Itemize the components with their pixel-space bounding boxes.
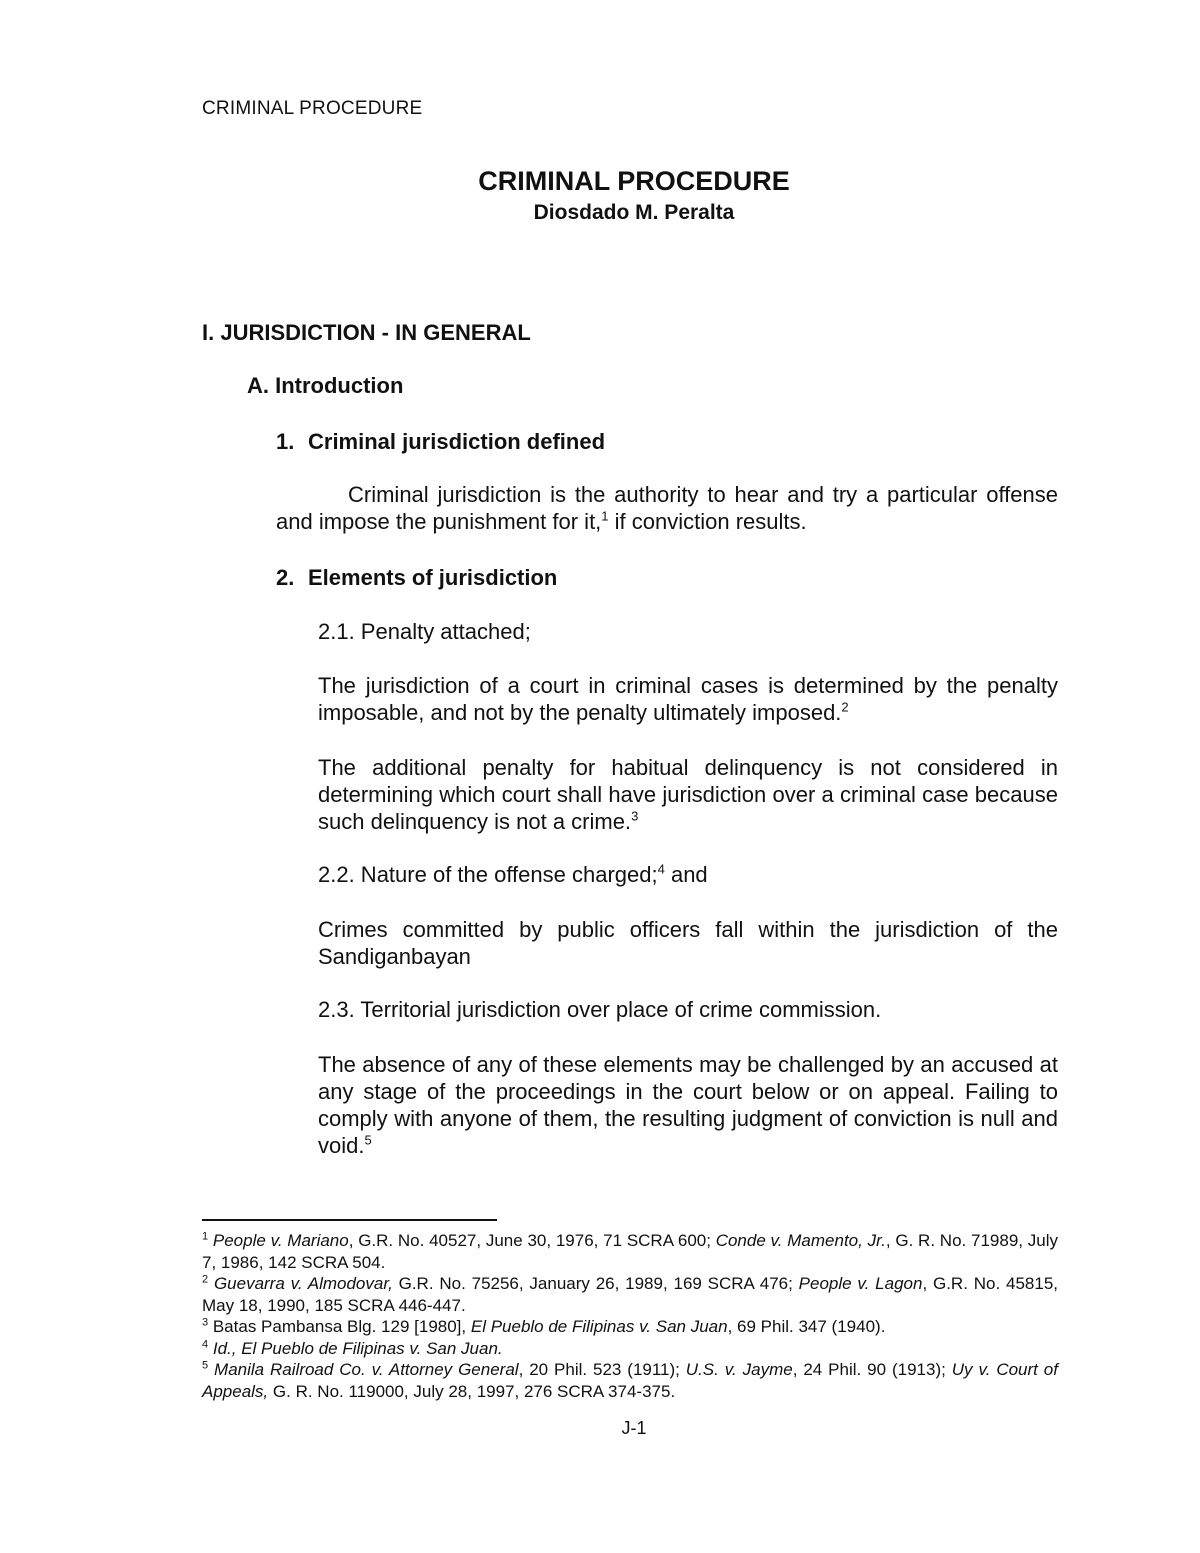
element-item-2-1: 2.1. Penalty attached;	[318, 619, 531, 644]
definition-paragraph: Criminal jurisdiction is the authority to hear and try a particular offense and impose the punishment for it,$^1$ if conviction results.	[276, 482, 1058, 534]
footnote-5: $^5$ Manila Railroad Co. v. Attorney General, 20 Phil. 523 (1911); U.S. v. Jayme, 24 Phil. 90 (1913); Uy v. Court of Appeals, G. R. No. 119000, July 28, 1997, 276 SCRA 374-375.	[202, 1359, 1058, 1401]
penalty-paragraph-2: The additional penalty for habitual delinquency is not considered in determining which court shall have jurisdiction over a criminal case because such delinquency is not a crime.$^3$	[318, 755, 1058, 834]
section-heading: I. JURISDICTION - IN GENERAL	[202, 320, 531, 345]
element-item-2-3: 2.3. Territorial jurisdiction over place of crime commission.	[318, 997, 882, 1022]
subsection-heading: A. Introduction	[247, 373, 404, 398]
closing-paragraph: The absence of any of these elements may be challenged by an accused at any stage of the proceedings in the court below or on appeal. Failing to comply with anyone of them, the resulting judgment of conviction is null and void.$^5$	[318, 1052, 1058, 1158]
footnote-ref-5[interactable]: 5	[364, 1132, 372, 1148]
document-author: Diosdado M. Peralta	[533, 201, 735, 224]
running-header: CRIMINAL PROCEDURE	[202, 98, 423, 119]
topic-2-title: Elements of jurisdiction	[308, 565, 558, 590]
footnote-ref-1[interactable]: 1	[601, 508, 609, 524]
element-item-2-2: 2.2. Nature of the offense charged;$^4$ and	[318, 861, 708, 887]
footnotes	[202, 1230, 1058, 1402]
topic-1-title: Criminal jurisdiction defined	[308, 429, 606, 454]
penalty-paragraph-1: The jurisdiction of a court in criminal cases is determined by the penalty imposable, and not by the penalty ultimately imposed.$^2$	[318, 673, 1058, 725]
nature-paragraph: Crimes committed by public officers fall within the jurisdiction of the Sandiganbayan	[318, 917, 1058, 969]
topic-1-heading	[276, 429, 605, 455]
footnote-3: $^3$ Batas Pambansa Blg. 129 [1980], El Pueblo de Filipinas v. San Juan, 69 Phil. 347 (1940).	[202, 1316, 886, 1336]
topic-2-heading	[276, 565, 557, 591]
document-title: CRIMINAL PROCEDURE	[478, 166, 790, 196]
footnote-divider	[202, 1219, 497, 1221]
footnote-ref-4[interactable]: 4	[657, 861, 665, 877]
footnote-4: $^4$ Id., El Pueblo de Filipinas v. San Juan.	[202, 1337, 503, 1358]
topic-2-number: 2.	[276, 565, 295, 590]
footnote-ref-2[interactable]: 2	[841, 699, 849, 715]
footnote-ref-3[interactable]: 3	[631, 808, 639, 824]
footnote-1: $^1$ People v. Mariano, G.R. No. 40527, June 30, 1976, 71 SCRA 600; Conde v. Mamento, Jr., G. R. No. 71989, July 7, 1986, 142 SCRA 504.	[202, 1230, 1058, 1272]
topic-1-number: 1.	[276, 429, 295, 454]
page-number: J-1	[621, 1418, 647, 1438]
footnote-2: $^2$ Guevarra v. Almodovar, G.R. No. 75256, January 26, 1989, 169 SCRA 476; People v. Lagon, G.R. No. 45815, May 18, 1990, 185 SCRA 446-447.	[202, 1273, 1058, 1315]
